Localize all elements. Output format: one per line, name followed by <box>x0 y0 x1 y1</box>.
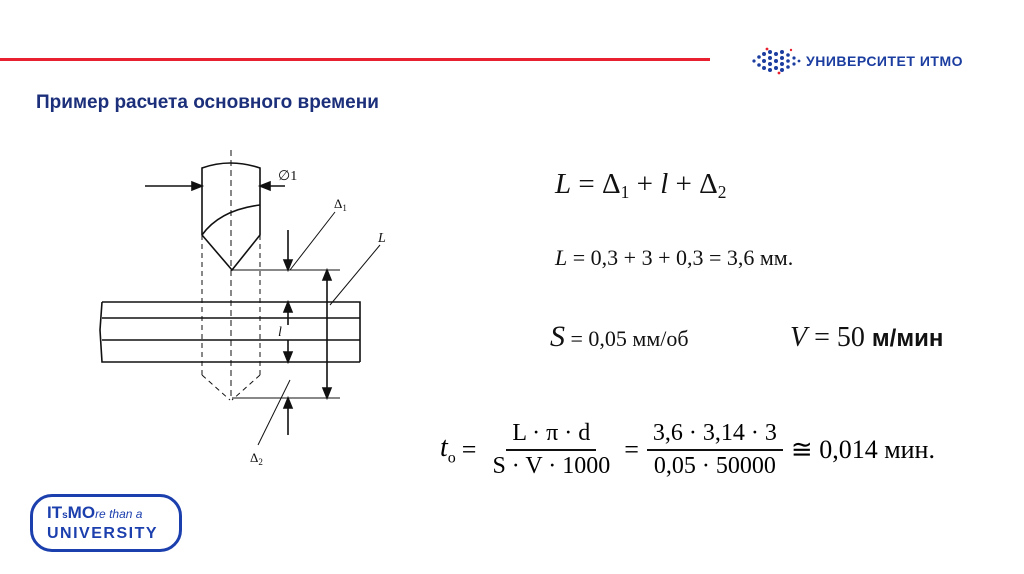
itmo-more-than-university-logo <box>30 494 182 552</box>
L-dimension-label: L <box>378 231 386 246</box>
delta2-label: $\Delta_2$ <box>250 450 263 467</box>
fraction-numerator-1: L · π · d <box>506 420 596 451</box>
formula-speed-V: V = 50 м/мин <box>790 322 944 353</box>
logo-line-1: ITsMOre than a <box>47 502 143 522</box>
formula-L-definition: $L = \Delta_1 + l + \Delta_2$ <box>555 168 727 203</box>
main-time-symbol: $t_о$ <box>440 432 456 467</box>
l-dimension-label: l <box>278 325 282 340</box>
fraction-numerator-2: 3,6 · 3,14 · 3 <box>647 420 783 451</box>
header-accent-line <box>0 58 710 61</box>
result-value: ≅ 0,014 мин. <box>790 435 935 464</box>
fraction-denominator-1: S · V · 1000 <box>492 453 611 479</box>
equals-sign-1: = <box>461 435 477 464</box>
equals-sign-2: = <box>624 435 639 464</box>
fraction-denominator-2: 0,05 · 50000 <box>653 453 776 479</box>
drilling-diagram <box>90 150 390 480</box>
diameter-label: ∅1 <box>278 169 298 184</box>
formula-feed-S: S = 0,05 мм/об <box>550 320 689 353</box>
itmo-brand-logo <box>750 44 1000 78</box>
brand-text: УНИВЕРСИТЕТ ИТМО <box>806 53 963 69</box>
fraction-symbolic <box>486 420 616 480</box>
logo-line-2: UNIVERSITY <box>47 524 159 542</box>
formula-L-value: L = 0,3 + 3 + 0,3 = 3,6 мм. <box>555 245 794 270</box>
formula-main-time <box>440 420 1000 500</box>
itmo-dots-icon <box>750 44 802 78</box>
fraction-numeric <box>647 420 783 480</box>
delta1-label: $\Delta_1$ <box>334 196 347 213</box>
slide-title: Пример расчета основного времени <box>36 92 379 113</box>
